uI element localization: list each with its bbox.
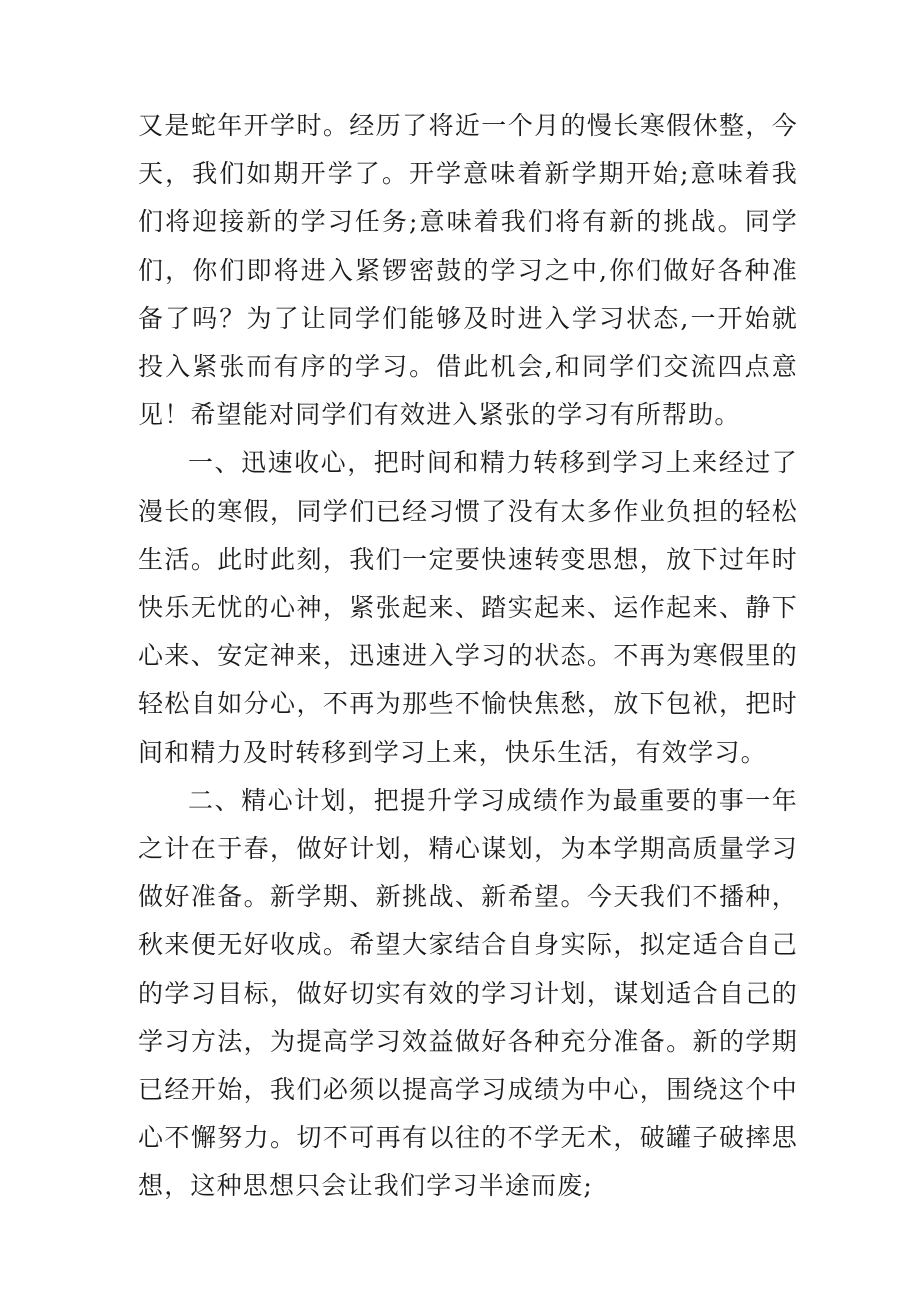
paragraph-point-one: 一、迅速收心，把时间和精力转移到学习上来经过了漫长的寒假，同学们已经习惯了没有太多作业负担的轻松生活。此时此刻，我们一定要快速转变思想，放下过年时快乐无忧的心神，紧张起来、踏实起来、运作起来、静下心来、安定神来，迅速进入学习的状态。不再为寒假里的轻松自如分心，不再为那些不愉快焦愁，放下包袱，把时间和精力及时转移到学习上来，快乐生活，有效学习。 bbox=[138, 448, 798, 767]
paragraph-intro: 又是蛇年开学时。经历了将近一个月的慢长寒假休整，今天，我们如期开学了。开学意味着新学期开始;意味着我们将迎接新的学习任务;意味着我们将有新的挑战。同学们，你们即将进入紧锣密鼓的学习之中,你们做好各种准备了吗？为了让同学们能够及时进入学习状态,一开始就投入紧张而有序的学习。借此机会,和同学们交流四点意见！希望能对同学们有效进入紧张的学习有所帮助。 bbox=[138, 111, 798, 430]
paragraph-point-two: 二、精心计划，把提升学习成绩作为最重要的事一年之计在于春，做好计划，精心谋划，为本学期高质量学习做好准备。新学期、新挑战、新希望。今天我们不播种，秋来便无好收成。希望大家结合自身实际，拟定适合自己的学习目标，做好切实有效的学习计划，谋划适合自己的学习方法，为提高学习效益做好各种充分准备。新的学期已经开始，我们必须以提高学习成绩为中心，围绕这个中心不懈努力。切不可再有以往的不学无术，破罐子破摔思想，这种思想只会让我们学习半途而废; bbox=[138, 785, 798, 1201]
document-body bbox=[138, 102, 798, 1211]
